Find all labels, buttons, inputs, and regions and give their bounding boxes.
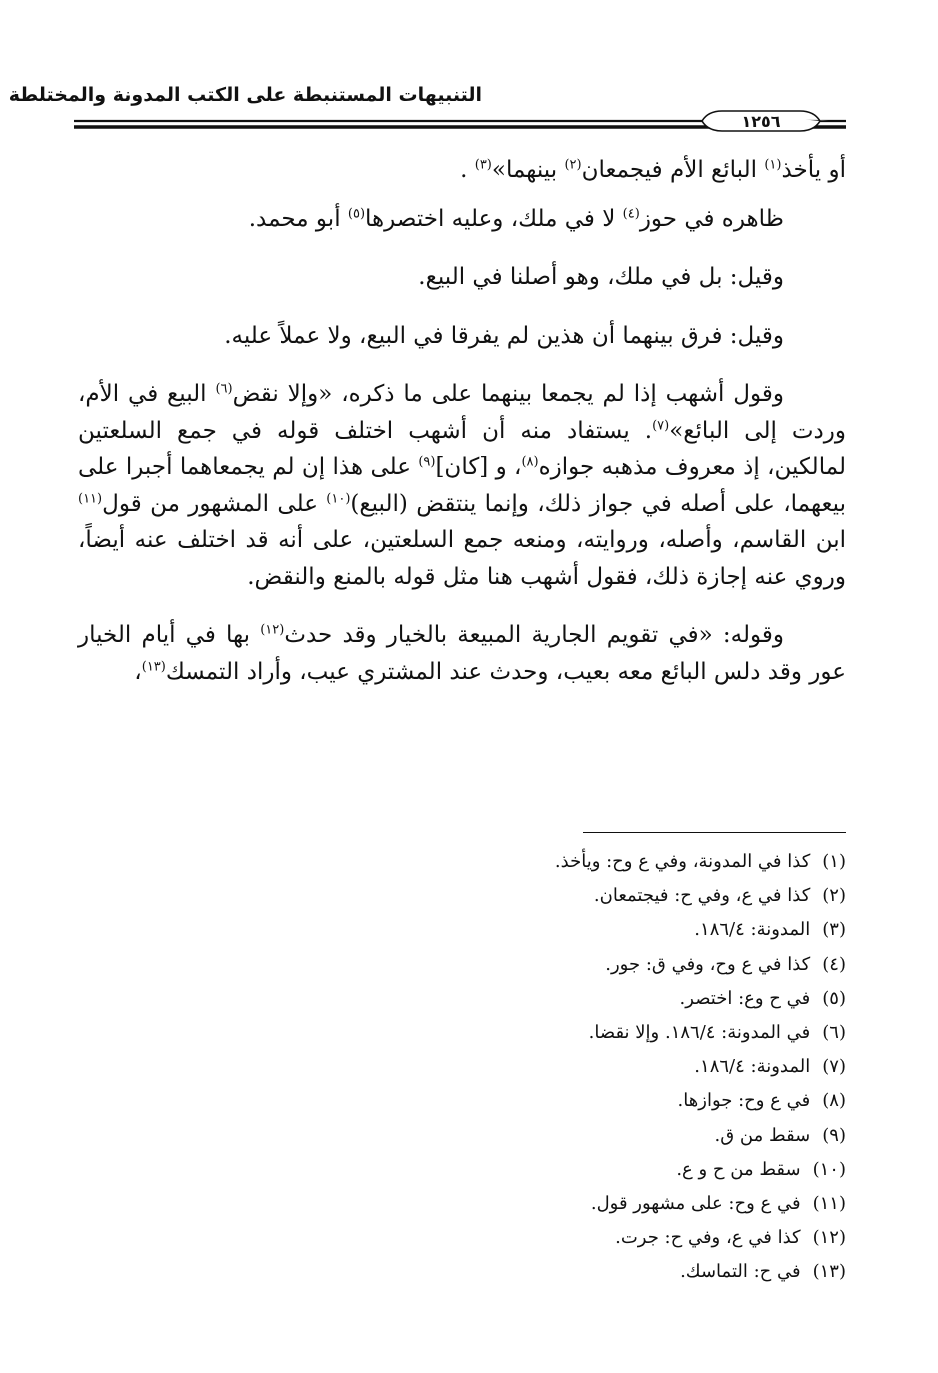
footnote-item <box>400 1016 846 1050</box>
text-run: ، و [كان] <box>435 454 522 480</box>
footnote-text: في ع وح: جوازها. <box>677 1090 811 1112</box>
text-run: بها في أيام الخيار عور وقد دلس البائع معه بعيب، وحدث عند المشتري عيب، وأراد التمسك <box>78 622 846 685</box>
footnote-number: (٤) <box>822 953 846 975</box>
text-run: . يستفاد منه أن أشهب اختلف قوله في جمع السلعتين لمالكين، إذ معروف مذهبه جوازه <box>78 417 846 480</box>
body-paragraph <box>78 318 846 355</box>
footnote-reference[interactable]: (١٠) <box>326 490 351 506</box>
running-title: التنبيهات المستنبطة على الكتب المدونة والمختلطة <box>8 84 482 106</box>
header-rule <box>74 108 846 132</box>
footnote-text: كذا في المدونة، وفي ع وح: ويأخذ. <box>554 851 811 872</box>
footnote-text: في ح: التماسك. <box>680 1261 801 1283</box>
footnote-text: المدونة: ١٨٦/٤. <box>694 1056 811 1078</box>
footnote-reference[interactable]: (٩) <box>418 454 436 470</box>
footnote-item <box>400 1050 846 1084</box>
text-run: ابن القاسم، وأصله، وروايته، ومنعه جمع السلعتين، على أنه قد اختلف عنه أيضاً، وروي عنه إجازة ذلك، فقول أشهب هنا مثل قوله بالمنع والنقض. <box>78 527 846 590</box>
footnote-number: (٧) <box>822 1056 846 1078</box>
text-run: أو يأخذ <box>781 157 846 183</box>
text-run: بينهما» <box>491 157 565 183</box>
footnote-text: كذا في ع وح، وفي ق: جور. <box>605 953 811 975</box>
text-run: ظاهره في حوز <box>639 205 784 232</box>
footnote-reference[interactable]: (٢) <box>564 157 582 173</box>
text-run: أبو محمد. <box>248 205 348 232</box>
footnotes-list <box>400 845 846 1290</box>
body-paragraph <box>78 152 846 189</box>
footnote-item <box>400 1084 846 1118</box>
footnote-number: (٣) <box>822 919 846 941</box>
text-run: . <box>460 157 475 183</box>
main-text <box>78 152 846 690</box>
text-run: ، <box>134 658 142 685</box>
footnote-reference[interactable]: (٨) <box>521 454 539 470</box>
body-paragraph <box>78 617 846 690</box>
page-number: ١٢٥٦ <box>741 112 781 131</box>
body-paragraph <box>78 376 846 595</box>
footnote-number: (١) <box>822 851 846 872</box>
footnote-item <box>400 1153 846 1187</box>
text-run: وقيل: بل في ملك، وهو أصلنا في البيع. <box>418 264 784 290</box>
footnote-number: (١٢) <box>812 1227 846 1249</box>
footnote-text: في ح وع: اختصر. <box>679 987 811 1009</box>
footnote-text: المدونة: ١٨٦/٤. <box>694 919 811 941</box>
footnote-item <box>400 845 846 879</box>
footnote-reference[interactable]: (٦) <box>215 381 233 397</box>
footnote-text: كذا في ع، وفي ح: فيجتمعان. <box>593 885 811 907</box>
footnote-reference[interactable]: (٤) <box>622 205 640 221</box>
footnote-number: (١١) <box>812 1193 846 1215</box>
footnote-reference[interactable]: (١١) <box>78 490 103 506</box>
footnote-number: (٢) <box>822 885 846 907</box>
footnote-reference[interactable]: (١٢) <box>260 622 285 638</box>
footnote-number: (٨) <box>822 1090 846 1112</box>
footnote-reference[interactable]: (٥) <box>347 205 366 221</box>
footnote-item <box>400 1255 846 1289</box>
footnote-reference[interactable]: (١) <box>764 157 782 173</box>
footnote-item <box>400 913 846 947</box>
footnote-reference[interactable]: (٣) <box>474 157 492 173</box>
text-run: لا في ملك، وعليه اختصرها <box>365 205 623 232</box>
text-run: وقيل: فرق بينهما أن هذين لم يفرقا في البيع، ولا عملاً عليه. <box>224 322 784 349</box>
footnote-number: (٩) <box>822 1124 846 1146</box>
footnote-reference[interactable]: (١٣) <box>141 658 166 674</box>
text-run: وقول أشهب إذا لم يجمعا بينهما على ما ذكره، «وإلا نقض <box>232 381 784 407</box>
footnote-text: سقط من ق. <box>714 1124 811 1146</box>
text-run: البائع الأم فيجمعان <box>581 157 765 183</box>
text-run: على هذا إن لم يجمعاهما أجبرا على بيعهما، على أصله في جواز ذلك، وإنما ينتقض (البيع) <box>78 454 846 517</box>
footnote-item <box>400 948 846 982</box>
footnote-item <box>400 1187 846 1221</box>
footnote-reference[interactable]: (٧) <box>652 417 670 433</box>
footnote-number: (١٣) <box>812 1261 846 1283</box>
footnote-text: في ع وح: على مشهور قول. <box>590 1193 801 1215</box>
footnote-separator <box>583 832 846 833</box>
footnote-item <box>400 982 846 1016</box>
footnote-number: (٦) <box>822 1022 846 1044</box>
footnote-item <box>400 1221 846 1255</box>
text-run: وقوله: «في تقويم الجارية المبيعة بالخيار وقد حدث <box>284 622 784 648</box>
footnote-text: سقط من ح و ع. <box>676 1158 801 1180</box>
footnote-item <box>400 879 846 913</box>
footnote-number: (١٠) <box>812 1158 846 1180</box>
body-paragraph <box>78 201 846 238</box>
body-paragraph <box>78 259 846 296</box>
footnote-item <box>400 1119 846 1153</box>
footnote-text: كذا في ع، وفي ح: جرت. <box>615 1227 801 1249</box>
footnote-text: في المدونة: ١٨٦/٤. وإلا نقضا. <box>588 1022 811 1044</box>
text-run: البيع في الأم، وردت إلى البائع» <box>78 381 846 444</box>
text-run: على المشهور من قول <box>102 490 327 517</box>
footnote-number: (٥) <box>822 987 846 1009</box>
